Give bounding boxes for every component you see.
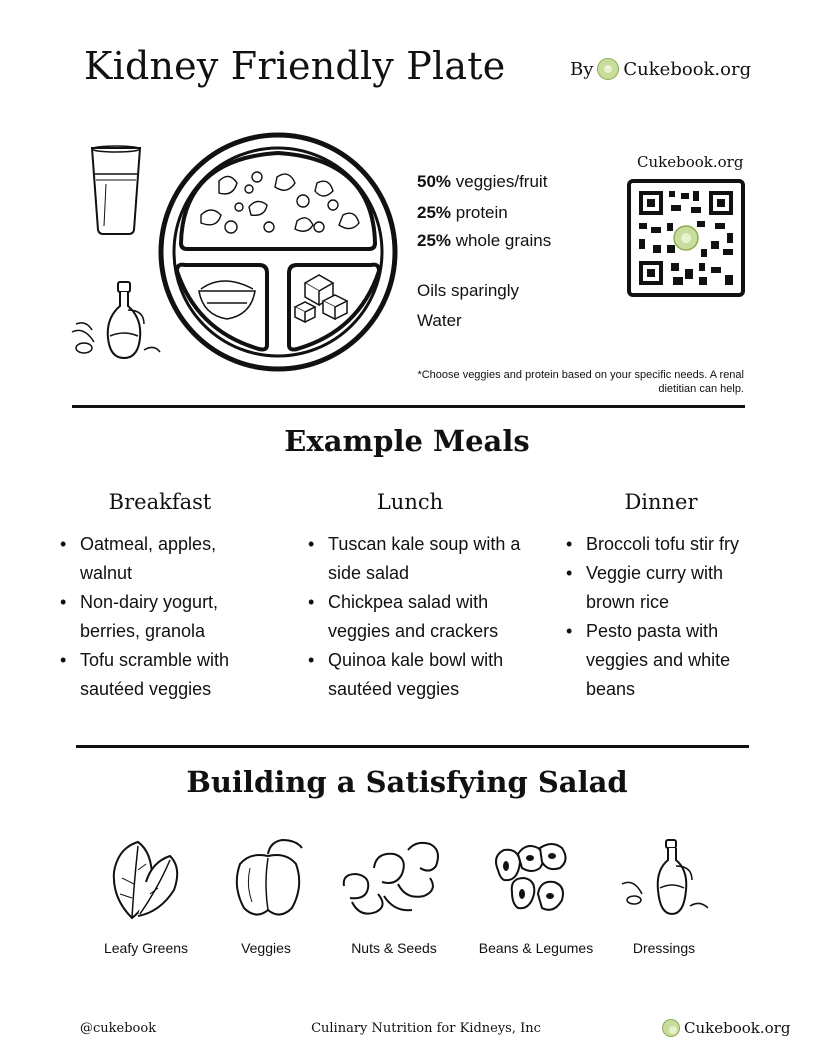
footer-org: Culinary Nutrition for Kidneys, Inc	[311, 1021, 541, 1036]
bell-pepper-icon	[230, 838, 306, 920]
ratio-percent: 25%	[417, 231, 452, 250]
footer-site-label: Cukebook.org	[684, 1019, 791, 1037]
salad-title: Building a Satisfying Salad	[186, 765, 628, 799]
ratio-veggies	[417, 172, 547, 192]
salad-label-nuts: Nuts & Seeds	[351, 940, 437, 956]
list-item: • Chickpea salad with veggies and crackers	[306, 588, 536, 646]
qr-label: Cukebook.org	[637, 153, 744, 171]
list-item: • Quinoa kale bowl with sautéed veggies	[306, 646, 536, 704]
page-title: Kidney Friendly Plate	[84, 44, 506, 88]
list-item: • Pesto pasta with veggies and white beans	[564, 617, 764, 704]
footer-site[interactable]	[662, 1019, 790, 1037]
byline-site[interactable]: Cukebook.org	[623, 58, 752, 80]
ratio-percent: 50%	[417, 172, 452, 191]
lunch-list	[306, 530, 536, 704]
cucumber-logo-icon	[597, 58, 619, 80]
list-item: • Broccoli tofu stir fry	[564, 530, 764, 559]
cashew-icon	[338, 838, 444, 920]
olive-oil-icon	[70, 280, 162, 362]
list-item: • Oatmeal, apples, walnut	[58, 530, 258, 588]
water-glass-icon	[86, 144, 146, 236]
meals-title: Example Meals	[284, 424, 530, 458]
dinner-heading: Dinner	[624, 490, 698, 514]
qr-code[interactable]	[627, 179, 745, 297]
ratio-label: protein	[455, 203, 508, 222]
qr-code-icon	[631, 183, 741, 293]
cucumber-logo-icon	[662, 1019, 680, 1037]
divider	[76, 745, 749, 748]
list-item: • Tofu scramble with sautéed veggies	[58, 646, 258, 704]
dinner-list	[564, 530, 764, 704]
lunch-heading: Lunch	[376, 490, 444, 514]
ratio-label: whole grains	[455, 231, 552, 250]
salad-label-greens: Leafy Greens	[103, 940, 189, 956]
breakfast-list	[58, 530, 258, 704]
breakfast-heading: Breakfast	[108, 490, 212, 514]
list-item: • Non-dairy yogurt, berries, granola	[58, 588, 258, 646]
ratio-label: veggies/fruit	[455, 172, 548, 191]
salad-label-veggies: Veggies	[241, 940, 291, 956]
byline	[570, 58, 751, 80]
salad-label-beans: Beans & Legumes	[478, 940, 594, 956]
plate-diagram	[157, 131, 399, 373]
water-note: Water	[417, 311, 462, 330]
beans-icon	[490, 838, 572, 920]
list-item: • Tuscan kale soup with a side salad	[306, 530, 536, 588]
ratio-percent: 25%	[417, 203, 452, 222]
ratio-grains	[417, 231, 551, 251]
ratio-protein	[417, 203, 508, 223]
oil-bottle-icon	[620, 838, 710, 920]
oils-note: Oils sparingly	[417, 281, 520, 300]
byline-prefix: By	[570, 58, 594, 80]
leafy-greens-icon	[108, 838, 184, 920]
plate-footnote: *Choose veggies and protein based on your specific needs. A renal dietitian can help.	[417, 369, 744, 395]
salad-label-dressings: Dressings	[632, 940, 696, 956]
divider	[72, 405, 745, 408]
footer-handle[interactable]: @cukebook	[80, 1021, 157, 1036]
list-item: • Veggie curry with brown rice	[564, 559, 764, 617]
